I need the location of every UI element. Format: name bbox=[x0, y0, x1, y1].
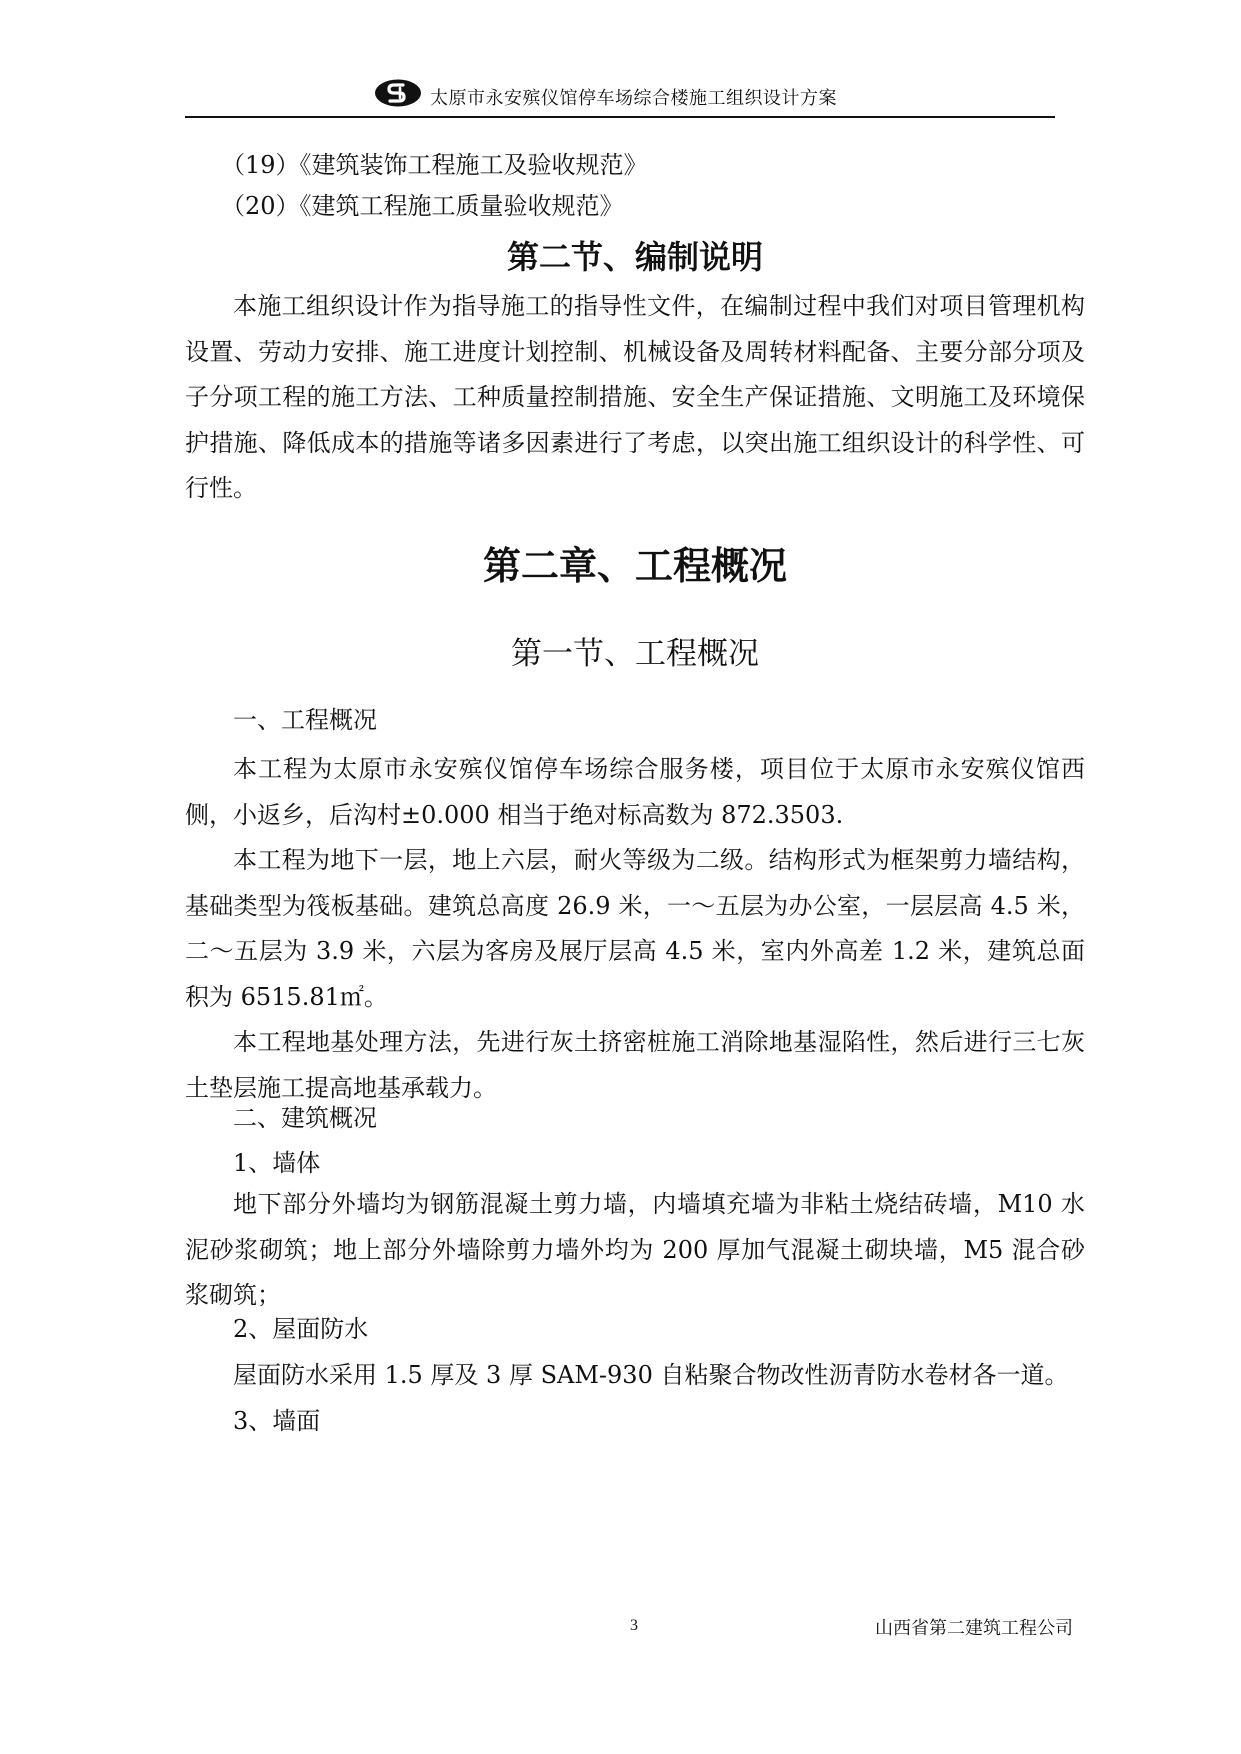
section-heading: 第二节、编制说明 bbox=[506, 238, 763, 276]
list-heading: 一、工程概况 bbox=[233, 706, 377, 734]
reference-item: （19）《建筑装饰工程施工及验收规范》 bbox=[221, 151, 648, 179]
paragraph: 屋面防水采用 1.5 厚及 3 厚 SAM-930 自粘聚合物改性沥青防水卷材各一道。 bbox=[233, 1361, 1069, 1389]
subsection-heading: 第一节、工程概况 bbox=[511, 636, 759, 672]
header-title: 太原市永安殡仪馆停车场综合楼施工组织设计方案 bbox=[430, 88, 837, 109]
paragraph: 本工程地基处理方法，先进行灰土挤密桩施工消除地基湿陷性，然后进行三七灰土垫层施工提高地基承载力。 bbox=[185, 1028, 1085, 1102]
page-number: 3 bbox=[630, 1617, 638, 1634]
chapter-heading: 第二章、工程概况 bbox=[482, 544, 787, 588]
company-logo-icon bbox=[373, 78, 423, 108]
section-paragraph: 本施工组织设计作为指导施工的指导性文件，在编制过程中我们对项目管理机构设置、劳动力安排、施工进度计划控制、机械设备及周转材料配备、主要分部分项及子分项工程的施工方法、工种质量控制措施、安全生产保证措施、文明施工及环境保护措施、降低成本的措施等诸多因素进行了考虑，以突出施工组织设计的科学性、可行性。 bbox=[185, 292, 1085, 502]
paragraph: 地下部分外墙均为钢筋混凝土剪力墙，内墙填充墙为非粘土烧结砖墙，M10 水泥砂浆砌筑；地上部分外墙除剪力墙外均为 200 厚加气混凝土砌块墙，M5 混合砂浆砌筑； bbox=[185, 1190, 1085, 1309]
list-subheading: 3、墙面 bbox=[233, 1407, 321, 1435]
reference-item: （20）《建筑工程施工质量验收规范》 bbox=[221, 192, 624, 220]
page-header bbox=[185, 72, 1055, 118]
header-divider bbox=[185, 116, 1055, 118]
paragraph: 本工程为地下一层，地上六层，耐火等级为二级。结构形式为框架剪力墙结构，基础类型为筏板基础。建筑总高度 26.9 米，一～五层为办公室，一层层高 4.5 米，二～五层为 3.9 米，六层为客房及展厅层高 4.5 米，室内外高差 1.2 米，建筑总面积为 6515.81㎡。 bbox=[185, 846, 1085, 1011]
list-subheading: 1、墙体 bbox=[233, 1149, 321, 1177]
footer-company: 山西省第二建筑工程公司 bbox=[875, 1618, 1073, 1639]
list-heading: 二、建筑概况 bbox=[233, 1104, 377, 1132]
list-subheading: 2、屋面防水 bbox=[233, 1315, 369, 1343]
paragraph: 本工程为太原市永安殡仪馆停车场综合服务楼，项目位于太原市永安殡仪馆西侧，小返乡，后沟村±0.000 相当于绝对标高数为 872.3503. bbox=[185, 755, 1085, 829]
